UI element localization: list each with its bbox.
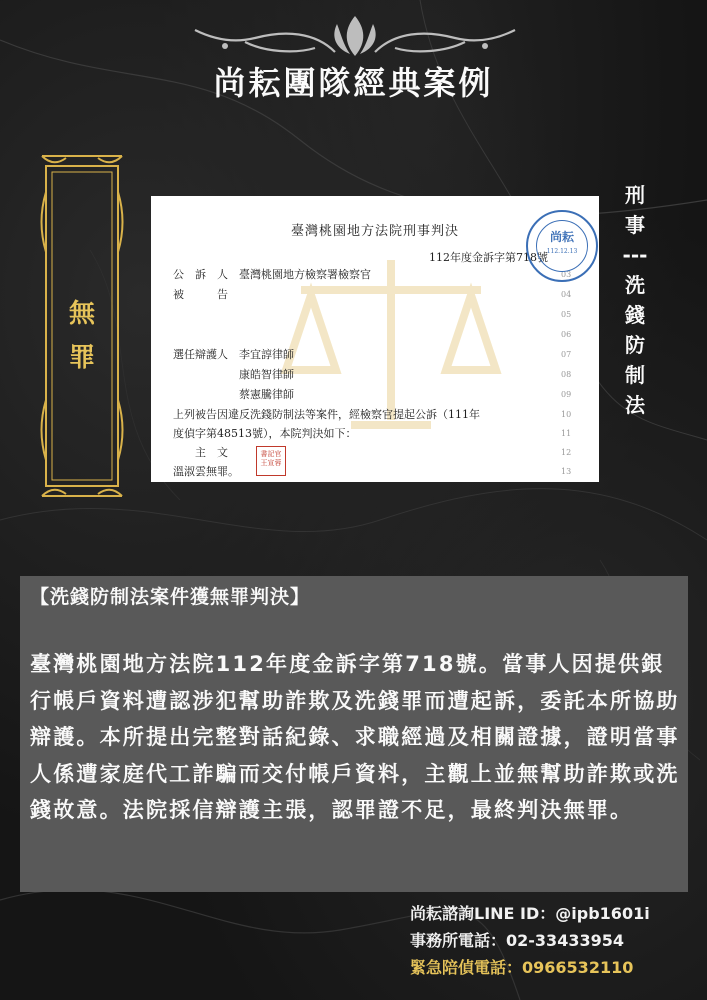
line-number: 06 xyxy=(561,330,572,339)
document-line: 被 告 xyxy=(173,288,228,301)
case-category: 刑 事 --- 洗 錢 防 制 法 xyxy=(622,183,648,417)
verdict-frame xyxy=(40,152,124,500)
document-line: 公 訴 人 臺灣桃園地方檢察署檢察官 xyxy=(173,268,371,281)
document-line: 主 文 xyxy=(173,446,228,459)
summary-title: 【洗錢防制法案件獲無罪判決】 xyxy=(30,586,311,608)
line-number: 03 xyxy=(561,270,572,279)
verdict-char-2: 罪 xyxy=(68,343,95,373)
page-title: 尚耘團隊經典案例 xyxy=(213,64,494,102)
line-number: 12 xyxy=(561,448,572,457)
document-title: 臺灣桃園地方法院刑事判決 xyxy=(290,224,459,239)
document-line: 上列被告因違反洗錢防制法等案件，經檢察官提起公訴（111年 xyxy=(173,408,480,421)
summary-body: 臺灣桃園地方法院112年度金訴字第718號。當事人因提供銀行帳戶資料遭認涉犯幫助詐欺及洗錢罪而遭起訴，委託本所協助辯護。本所提出完整對話紀錄、求職經過及相關證據，證明當事人係遭家庭代工詐騙而交付帳戶資料，主觀上並無幫助詐欺或洗錢故意。法院採信辯護主張，認罪證不足，最終判決無罪。 xyxy=(30,652,680,822)
verdict-char-1: 無 xyxy=(68,299,95,329)
judgment-document-image xyxy=(151,196,599,482)
header-ornament-icon xyxy=(185,12,525,62)
document-line: 蔡憲騰律師 xyxy=(173,388,294,401)
line-contact: 尚耘諮詢LINE ID：@ipb1601i xyxy=(410,904,650,923)
line-number: 04 xyxy=(561,290,572,299)
line-number: 08 xyxy=(561,370,572,379)
case-summary-box xyxy=(20,576,688,892)
clerk-seal-icon: 書記官 王宣蓉 xyxy=(256,446,286,476)
document-line: 選任辯護人 李宜諄律師 xyxy=(173,348,294,361)
line-number: 13 xyxy=(561,467,572,476)
line-number: 10 xyxy=(561,410,572,419)
document-line: 度偵字第48513號），本院判決如下： xyxy=(173,427,357,440)
document-line: 康皓智律師 xyxy=(173,368,294,381)
line-number: 09 xyxy=(561,390,572,399)
line-number: 07 xyxy=(561,350,572,359)
verdict-label xyxy=(40,292,124,380)
line-number: 11 xyxy=(561,429,572,438)
office-contact: 事務所電話：02-33433954 xyxy=(410,931,624,950)
contact-info xyxy=(410,900,650,981)
line-id[interactable]: @ipb1601i xyxy=(555,904,650,923)
document-line: 溫淑雲無罪。 xyxy=(173,465,239,478)
line-number: 05 xyxy=(561,310,572,319)
urgent-phone[interactable]: 0966532110 xyxy=(522,958,634,977)
urgent-contact: 緊急陪偵電話：0966532110 xyxy=(410,958,634,977)
received-stamp-icon: 尚耘 112.12.13 xyxy=(526,210,598,282)
document-case-number: 112年度金訴字第718號 xyxy=(429,251,548,264)
office-phone[interactable]: 02-33433954 xyxy=(506,931,624,950)
